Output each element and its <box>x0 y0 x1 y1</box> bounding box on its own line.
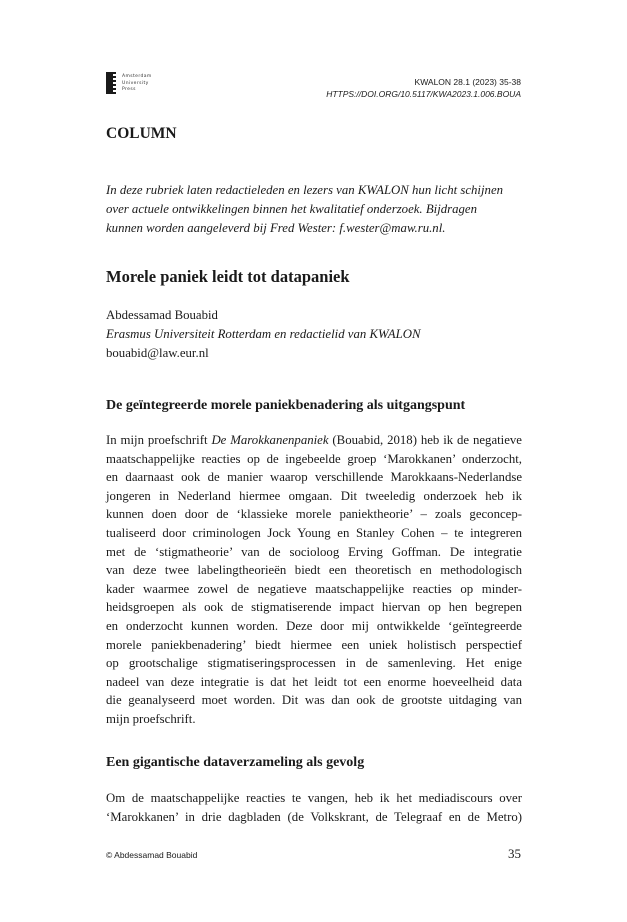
text-run: In mijn proefschrift <box>106 433 212 447</box>
paragraph-line: op grootschalige stigmatiseringsprocessen in de samenleving. Het enige <box>106 656 522 671</box>
publisher-name-line: Press <box>122 87 136 92</box>
intro-line: over actuele ontwikkelingen binnen het kwalitatief onderzoek. Bijdragen <box>106 202 478 216</box>
author-affiliation: Erasmus Universiteit Rotterdam en redactielid van KWALON <box>106 327 421 341</box>
section-heading: De geïntegreerde morele paniekbenadering als uitgangspunt <box>106 398 466 413</box>
text-run: (Bouabid, 2018) heb ik de negatieve <box>328 433 522 447</box>
paragraph <box>106 789 522 826</box>
column-intro <box>106 181 526 238</box>
paragraph-line: jongeren in Nederland hiermee omgaan. Dit tweeledig onderzoek heb ik <box>106 488 522 503</box>
doi-link[interactable]: HTTPS://DOI.ORG/10.5117/KWA2023.1.006.BOUA <box>326 89 521 99</box>
section-label: COLUMN <box>106 125 177 142</box>
paragraph <box>106 431 522 729</box>
publisher-logo <box>106 72 152 94</box>
paragraph-line: tualiseerd door criminologen Jock Young en Stanley Cohen – te integreren <box>106 525 522 540</box>
paragraph-line: kunnen doen door de ‘klassieke morele paniektheorie’ – zoals geconcep- <box>106 507 522 522</box>
author-email[interactable]: bouabid@law.eur.nl <box>106 346 209 360</box>
paragraph-line <box>106 431 522 450</box>
book-title: De Marokkanenpaniek <box>211 433 329 447</box>
paragraph-line: Om de maatschappelijke reacties te vangen, heb ik het mediadiscours over <box>106 791 522 805</box>
paragraph-line: maatschappelijke reacties op de ingebeelde groep ‘Marokkanen’ onderzocht, <box>106 451 522 466</box>
paragraph-line: met de ‘stigmatheorie’ van de socioloog Erving Goffman. De integratie <box>106 544 522 559</box>
section-heading: Een gigantische dataverzameling als gevolg <box>106 755 365 770</box>
amsterdam-university-press-logo-icon <box>106 72 114 94</box>
journal-citation: KWALON 28.1 (2023) 35-38 <box>414 77 521 87</box>
publisher-name-line: Amsterdam <box>122 74 152 79</box>
paragraph-line: kader waarmee zowel de negatieve maatschappelijke reacties op minder- <box>106 581 522 596</box>
paragraph-line: en daarnaast ook de manier waarop verschillende Marokkaans-Nederlandse <box>106 470 522 485</box>
publisher-name <box>122 74 152 94</box>
author-block <box>106 306 421 363</box>
paragraph-line: van deze twee labelingtheorieën biedt een theoretisch en methodologisch <box>106 563 522 578</box>
paragraph-line: nadeel van deze integratie is dat het leidt tot een enorme hoeveelheid data <box>106 674 522 689</box>
intro-line: In deze rubriek laten redactieleden en lezers van KWALON hun licht schijnen <box>106 183 504 197</box>
author-name: Abdessamad Bouabid <box>106 308 218 322</box>
paragraph-line: heidsgroepen als ook de stigmatiserende impact hiervan op hen begrepen <box>106 600 522 615</box>
paragraph-line: ‘Marokkanen’ in drie dagbladen (de Volkskrant, de Telegraaf en de Metro) <box>106 809 522 824</box>
paragraph-line: die geanalyseerd moet worden. Dit was dan ook de grootste uitdaging van <box>106 693 522 708</box>
paragraph-line: en onderzocht kunnen worden. Deze door mij ontwikkelde ‘geïntegreerde <box>106 618 522 633</box>
paragraph-line: morele paniekbenadering’ biedt hiermee een uniek holistisch perspectief <box>106 637 522 652</box>
intro-line: kunnen worden aangeleverd bij Fred Wester: f.wester@maw.ru.nl. <box>106 221 446 235</box>
publisher-name-line: University <box>122 80 149 86</box>
copyright-notice: © Abdessamad Bouabid <box>106 850 198 860</box>
paragraph-line: mijn proefschrift. <box>106 711 196 726</box>
journal-reference <box>326 76 521 100</box>
article-title: Morele paniek leidt tot datapaniek <box>106 267 350 286</box>
page-number: 35 <box>508 846 521 861</box>
